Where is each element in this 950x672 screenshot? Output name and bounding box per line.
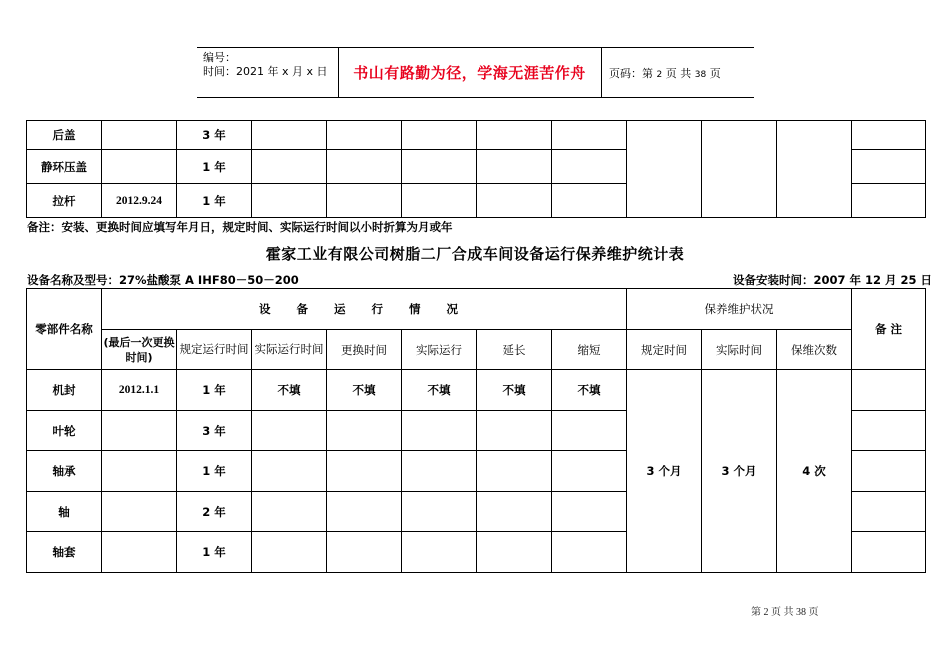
empty-cell [852, 184, 926, 218]
actual-run [252, 451, 327, 492]
change-time [327, 492, 402, 532]
merged-cell [627, 121, 702, 218]
header-shorten: 缩短 [552, 330, 627, 370]
empty-cell [852, 150, 926, 184]
spec-period: 1 年 [177, 150, 252, 184]
header-running-text: 设 备 运 行 情 况 [259, 302, 470, 316]
empty-cell [552, 150, 627, 184]
page-total: 38 [694, 69, 707, 80]
footer-suffix: 页 [808, 607, 819, 618]
page-title: 霍家工业有限公司树脂二厂合成车间设备运行保养维护统计表 [265, 245, 685, 263]
change-time [327, 532, 402, 573]
page-footer [751, 603, 819, 618]
empty-cell [477, 184, 552, 218]
maintenance-count: 4 次 [777, 370, 852, 573]
actual-run: 不填 [252, 370, 327, 411]
actual-run [252, 492, 327, 532]
remark-cell [852, 492, 926, 532]
empty-cell [552, 184, 627, 218]
footer-mid: 页 共 [771, 607, 794, 618]
install-label: 设备安装时间：2007 年 12 月 25 日 [733, 273, 933, 287]
empty-cell [327, 121, 402, 150]
change-date [102, 492, 177, 532]
empty-cell [402, 150, 477, 184]
page-number: 2 [656, 69, 663, 80]
number-label: 编号： [203, 51, 236, 64]
actual [402, 451, 477, 492]
shorten: 不填 [552, 370, 627, 411]
part-name: 后盖 [27, 121, 102, 150]
actual [402, 532, 477, 573]
change-time: 不填 [327, 370, 402, 411]
header-actual: 实际运行 [402, 330, 477, 370]
part-name: 静环压盖 [27, 150, 102, 184]
remark-cell [852, 451, 926, 492]
footer-prefix: 第 [751, 607, 761, 618]
actual: 不填 [402, 370, 477, 411]
merged-cell [777, 121, 852, 218]
empty-cell [402, 121, 477, 150]
extend [477, 411, 552, 451]
header-page-label [602, 65, 721, 81]
change-date [102, 121, 177, 150]
part-name: 轴套 [27, 532, 102, 573]
actual [402, 411, 477, 451]
spec-time: 3 个月 [627, 370, 702, 573]
header-part-name: 零部件名称 [27, 289, 102, 370]
header-motto: 书山有路勤为径，学海无涯苦作舟 [353, 64, 586, 82]
empty-cell [552, 121, 627, 150]
footer-total: 38 [796, 607, 806, 618]
part-name: 轴 [27, 492, 102, 532]
spec-period: 1 年 [177, 532, 252, 573]
header-info-cell [197, 48, 339, 97]
header-running-status [102, 289, 627, 330]
actual-run [252, 532, 327, 573]
actual-time: 3 个月 [702, 370, 777, 573]
change-date [102, 532, 177, 573]
footer-page: 2 [763, 607, 769, 618]
shorten [552, 532, 627, 573]
device-label: 设备名称及型号：27%盐酸泵 A IHF80－50－200 [27, 273, 299, 287]
page-header [197, 47, 754, 98]
empty-cell [327, 184, 402, 218]
actual [402, 492, 477, 532]
change-time [327, 411, 402, 451]
part-name: 拉杆 [27, 184, 102, 218]
header-spec-time: 规定时间 [627, 330, 702, 370]
change-date: 2012.9.24 [102, 184, 177, 218]
spec-period: 3 年 [177, 121, 252, 150]
actual-run [252, 411, 327, 451]
extend [477, 492, 552, 532]
header-spec-run: 规定运行时间 [177, 330, 252, 370]
change-date [102, 150, 177, 184]
part-name: 机封 [27, 370, 102, 411]
merged-cell [702, 121, 777, 218]
header-row [27, 330, 926, 370]
empty-cell [327, 150, 402, 184]
change-date [102, 451, 177, 492]
empty-cell [252, 184, 327, 218]
shorten [552, 411, 627, 451]
extend: 不填 [477, 370, 552, 411]
empty-cell [477, 150, 552, 184]
table-row [27, 370, 926, 411]
shorten [552, 451, 627, 492]
header-count: 保维次数 [777, 330, 852, 370]
header-actual-time: 实际时间 [702, 330, 777, 370]
empty-cell [252, 150, 327, 184]
header-change-time: 更换时间 [327, 330, 402, 370]
part-name: 叶轮 [27, 411, 102, 451]
header-page-cell [602, 48, 754, 97]
note-text: 备注：安装、更换时间应填写年月日，规定时间、实际运行时间以小时折算为月或年 [27, 220, 453, 234]
header-row [27, 289, 926, 330]
change-time [327, 451, 402, 492]
remark-cell [852, 411, 926, 451]
remark-cell [852, 532, 926, 573]
change-date [102, 411, 177, 451]
header-actual-run: 实际运行时间 [252, 330, 327, 370]
spec-period: 1 年 [177, 370, 252, 411]
main-table [26, 288, 926, 573]
spec-period: 1 年 [177, 184, 252, 218]
page-mid: 页 共 [665, 66, 692, 80]
header-remark: 备 注 [852, 289, 926, 370]
empty-cell [402, 184, 477, 218]
table-row [27, 121, 926, 150]
part-name: 轴承 [27, 451, 102, 492]
empty-cell [477, 121, 552, 150]
remark-cell [852, 370, 926, 411]
empty-cell [252, 121, 327, 150]
header-motto-cell [338, 48, 602, 97]
shorten [552, 492, 627, 532]
time-label: 时间：2021 年 x 月 x 日 [203, 65, 328, 78]
page-suffix: 页 [709, 66, 721, 80]
empty-cell [852, 121, 926, 150]
spec-period: 1 年 [177, 451, 252, 492]
spec-period: 2 年 [177, 492, 252, 532]
extend [477, 532, 552, 573]
change-date: 2012.1.1 [102, 370, 177, 411]
spec-period: 3 年 [177, 411, 252, 451]
page-prefix: 页码：第 [609, 66, 653, 80]
extend [477, 451, 552, 492]
header-maintenance-status: 保养维护状况 [627, 289, 852, 330]
top-table [26, 120, 926, 218]
header-extend: 延长 [477, 330, 552, 370]
header-last-change: (最后一次更换时间) [102, 330, 177, 370]
